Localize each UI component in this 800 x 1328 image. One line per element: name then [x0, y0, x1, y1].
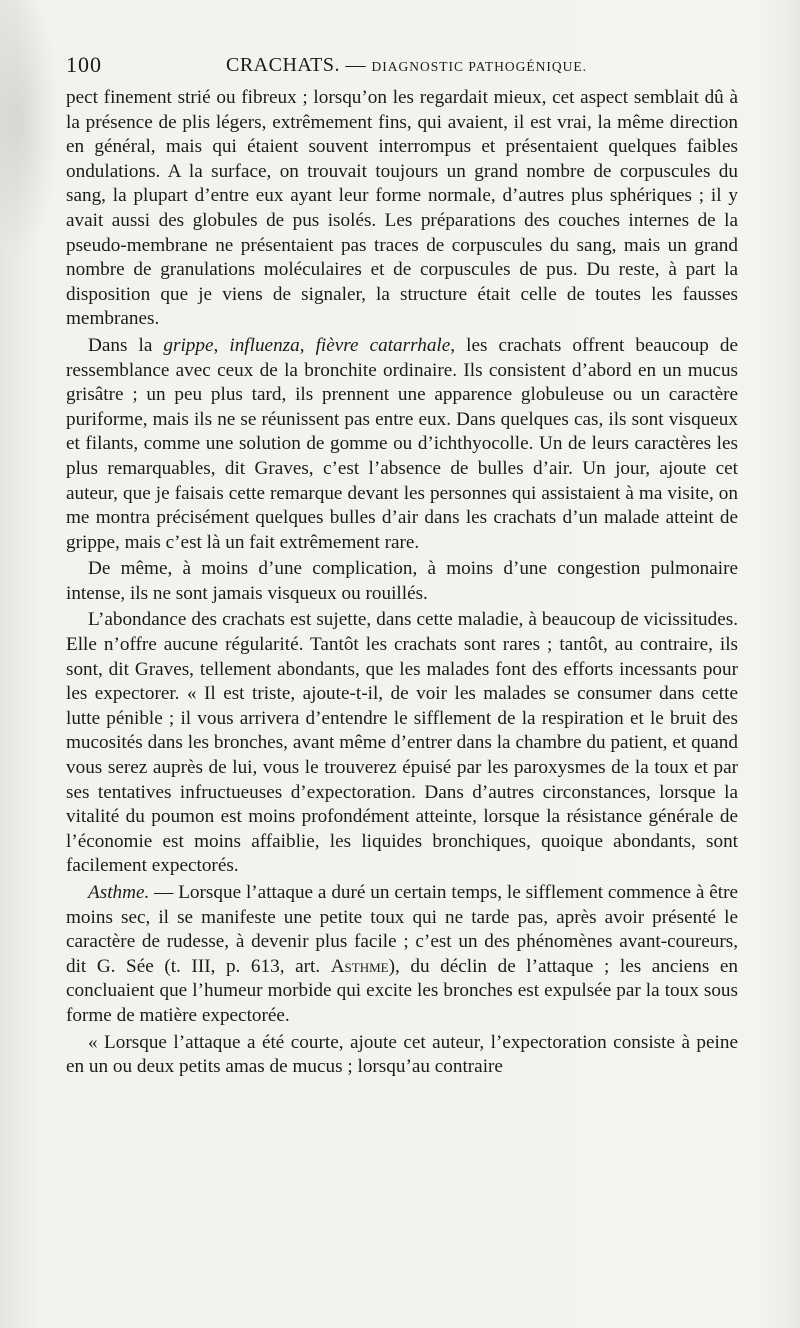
paragraph — [66, 881, 738, 1029]
text-run: , les crachats offrent beaucoup de ressemblance avec ceux de la bronchite ordinaire. Ils consistent d’abord en un mucus grisâtre ; un peu plus tard, ils prennent une apparence globuleuse ou un caractère puriforme, mais ils ne se réunissent pas entre eux. Dans quelques cas, ils sont visqueux et filants, comme une solution de gomme ou d’ichthyocolle. Un de leurs caractères les plus remarquables, dit Graves, c’est l’absence de bulles d’air. Un jour, ajoute cet auteur, que je faisais cette remarque devant les personnes qui assistaient à ma visite, on me montra précisément quelques bulles d’air dans les crachats d’un malade atteint de grippe, mais c’est là un fait extrêmement rare. — [66, 334, 739, 553]
running-title — [226, 54, 587, 77]
text-run: ), du déclin de l’attaque ; les anciens en concluaient que l’humeur morbide qui excite les bronches est expulsée par la toux sous forme de matière expectorée. — [66, 955, 738, 1026]
paragraph — [66, 334, 738, 555]
text-run: , — [299, 334, 316, 356]
running-title-main: CRACHATS. — [226, 54, 340, 76]
paragraph — [66, 608, 738, 879]
text-run: De même, à moins d’une complication, à moins d’une congestion pulmonaire intense, ils ne sont jamais visqueux ou rouillés. — [66, 558, 738, 604]
text-run: « Lorsque l’attaque a été courte, ajoute cet auteur, l’expectoration consiste à peine en un ou deux petits amas de mucus ; lorsqu’au contraire — [66, 1031, 738, 1078]
running-header — [66, 50, 740, 84]
italic-run: influenza — [229, 334, 300, 356]
text-run: Dans la — [88, 334, 164, 356]
text-run: L’abondance des crachats est sujette, dans cette maladie, à beaucoup de vicissitudes. Elle n’offre aucune régularité. Tantôt les crachats sont rares ; tantôt, au contraire, ils sont, dit Graves, tellement abondants, que les malades font des efforts incessants pour les expectorer. « Il est triste, ajoute-t-il, de voir les malades se consumer dans cette lutte pénible ; il vous arrivera d’entendre le sifflement de la respiration et le bruit des mucosités dans les bronches, avant même d’entrer dans la chambre du patient, et quand vous serez auprès de lui, vous le trouverez épuisé par les paroxysmes de la toux et par ses tentatives infructueuses d’expectoration. Dans d’autres circonstances, lorsque la vitalité du poumon est moins profondément atteinte, lorsque la résistance générale de l’économie est moins affaiblie, les liquides bronchiques, quoique abondants, sont facilement expectorés. — [66, 609, 738, 877]
italic-run: fièvre catarrhale — [315, 334, 451, 356]
body-text — [66, 86, 738, 1080]
smallcaps-run: Asthme — [330, 955, 389, 977]
running-title-sub: DIAGNOSTIC PATHOGÉNIQUE. — [371, 59, 587, 74]
text-run: , — [213, 334, 230, 356]
running-title-dash: — — [345, 54, 366, 76]
paragraph — [66, 86, 738, 332]
paragraph — [66, 557, 738, 606]
italic-run: grippe — [163, 334, 214, 356]
italic-run: Asthme. — [88, 882, 150, 903]
page-number: 100 — [66, 52, 102, 77]
paragraph — [66, 1031, 738, 1080]
page-stain — [0, 0, 60, 260]
text-run: pect finement strié ou fibreux ; lorsqu’on les regardait mieux, cet aspect semblait dû à la présence de plis légers, extrêmement fins, qui avaient, il est vrai, la même direction en général, mais qui étaient souvent interrompus et présentaient quelques faibles ondulations. A la surface, on trouvait toujours un grand nombre de corpuscules du sang, la plupart d’entre eux ayant leur forme normale, d’autres plus sphériques ; il y avait aussi des globules de pus isolés. Les préparations des couches internes de la pseudo-membrane ne présentaient pas traces de corpuscules du sang, mais un grand nombre de granulations moléculaires et de corpuscules de pus. Du reste, à part la disposition que je viens de signaler, la structure était celle de toutes les fausses membranes. — [66, 87, 738, 330]
text-run: — Lorsque l’attaque a duré un certain temps, le sifflement commence à être moins sec, il se manifeste une petite toux qui ne tarde pas, après avoir présenté le caractère de rudesse, à devenir plus facile ; c’est un des phénomènes avant-coureurs, dit G. Sée (t. III, p. 613, art. — [66, 882, 738, 977]
